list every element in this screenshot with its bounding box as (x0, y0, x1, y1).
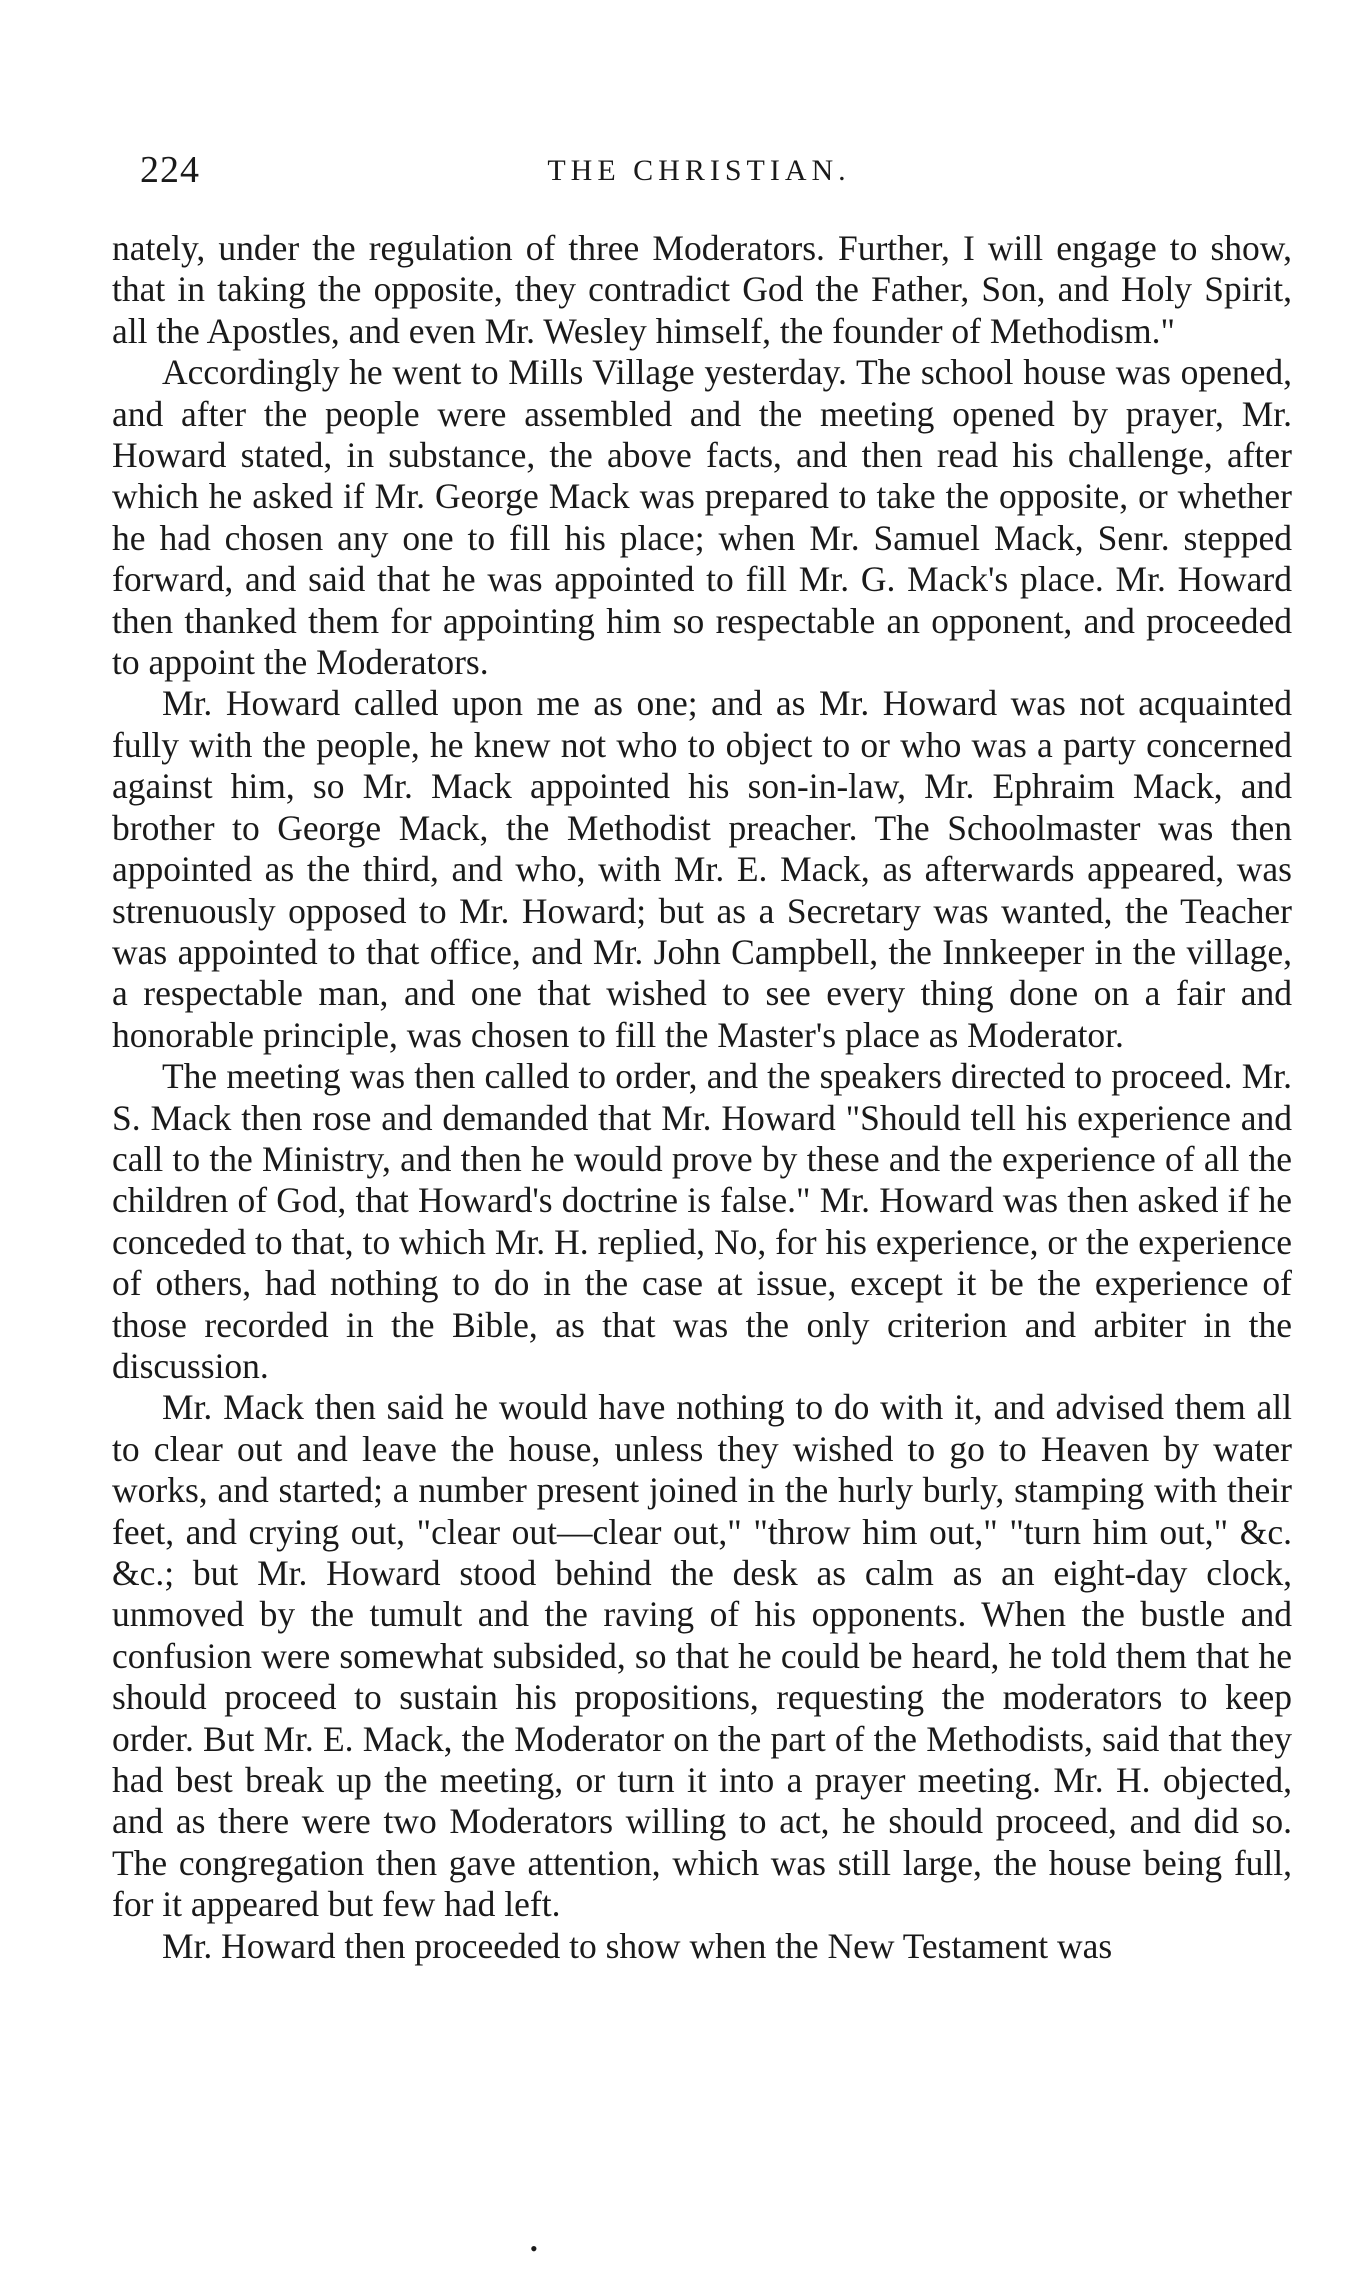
page-header (110, 148, 1288, 192)
paragraph: Mr. Mack then said he would have nothing to do with it, and advised them all to clear out and leave the house, unless they wished to go to Heaven by water works, and started; a number present joined in the hurly burly, stamping with their feet, and crying out, "clear out—clear out," "throw him out," "turn him out," &c. &c.; but Mr. Howard stood behind the desk as calm as an eight-day clock, unmoved by the tumult and the raving of his opponents. When the bustle and confusion were somewhat subsided, so that he could be heard, he told them that he should proceed to sustain his propositions, requesting the moderators to keep order. But Mr. E. Mack, the Moderator on the part of the Methodists, said that they had best break up the meeting, or turn it into a prayer meeting. Mr. H. objected, and as there were two Moderators willing to act, he should proceed, and did so. The congregation then gave attention, which was still large, the house being full, for it appeared but few had left. (112, 1387, 1292, 1925)
page-dot-mark: • (530, 2236, 538, 2261)
running-title: THE CHRISTIAN. (547, 154, 851, 187)
page-number: 224 (140, 149, 200, 191)
paragraph: Accordingly he went to Mills Village yesterday. The school house was opened, and after the people were assembled and the meeting opened by prayer, Mr. Howard stated, in substance, the above facts, and then read his challenge, after which he asked if Mr. George Mack was prepared to take the opposite, or whether he had chosen any one to fill his place; when Mr. Samuel Mack, Senr. stepped forward, and said that he was appointed to fill Mr. G. Mack's place. Mr. Howard then thanked them for appointing him so respectable an opponent, and proceeded to appoint the Moderators. (112, 352, 1292, 683)
body-text (112, 228, 1292, 1967)
paragraph: The meeting was then called to order, and the speakers directed to proceed. Mr. S. Mack then rose and demanded that Mr. Howard "Should tell his experience and call to the Ministry, and then he would prove by these and the experience of all the children of God, that Howard's doctrine is false." Mr. Howard was then asked if he conceded to that, to which Mr. H. replied, No, for his experience, or the experience of others, had nothing to do in the case at issue, except it be the experience of those recorded in the Bible, as that was the only criterion and arbiter in the discussion. (112, 1056, 1292, 1386)
paragraph: Mr. Howard called upon me as one; and as Mr. Howard was not acquainted fully with the people, he knew not who to object to or who was a party concerned against him, so Mr. Mack appointed his son-in-law, Mr. Ephraim Mack, and brother to George Mack, the Methodist preacher. The Schoolmaster was then appointed as the third, and who, with Mr. E. Mack, as afterwards appeared, was strenuously opposed to Mr. Howard; but as a Secretary was wanted, the Teacher was appointed to that office, and Mr. John Campbell, the Innkeeper in the village, a respectable man, and one that wished to see every thing done on a fair and honorable principle, was chosen to fill the Master's place as Moderator. (112, 683, 1292, 1055)
paragraph-last: Mr. Howard then proceeded to show when the New Testament was (162, 1925, 1113, 1966)
paragraph-continued: nately, under the regulation of three Moderators. Further, I will engage to show, that in taking the opposite, they contradict God the Father, Son, and Holy Spirit, all the Apostles, and even Mr. Wesley himself, the founder of Methodism." (112, 228, 1292, 351)
